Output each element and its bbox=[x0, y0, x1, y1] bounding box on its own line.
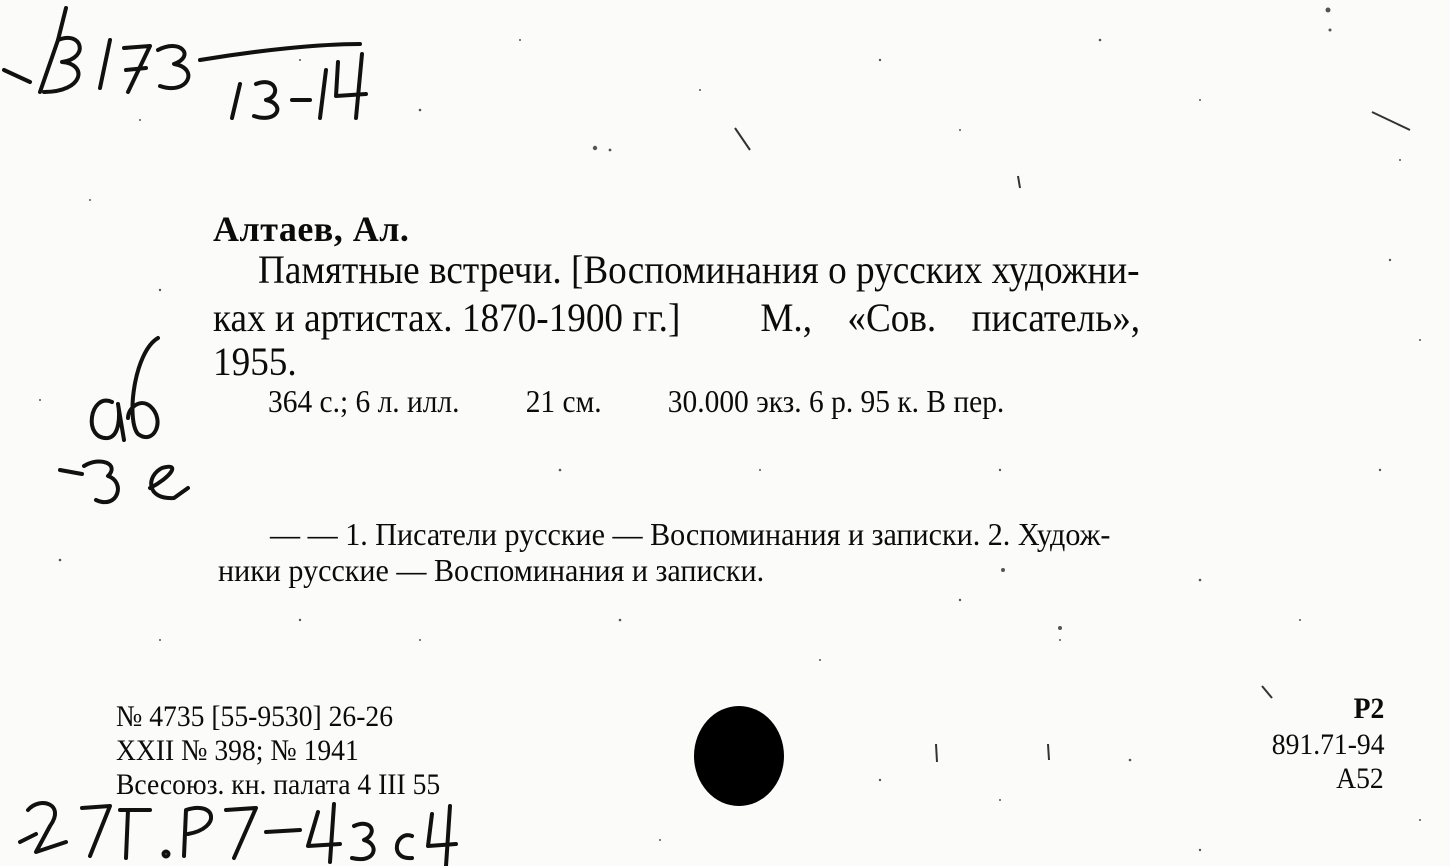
subject-line-2: ники русские — Воспоминания и записки. bbox=[218, 552, 765, 588]
registry-line-2: XXII № 398; № 1941 bbox=[116, 734, 359, 767]
registry-line-1: № 4735 [55-9530] 26-26 bbox=[116, 700, 394, 733]
punch-hole bbox=[694, 706, 784, 806]
title-line-2 bbox=[213, 296, 1140, 340]
registry-line-3: Всесоюз. кн. палата 4 III 55 bbox=[116, 768, 441, 801]
classification-code-2: 891.71-94 bbox=[1271, 728, 1384, 761]
author-heading: Алтаев, Ал. bbox=[213, 209, 410, 249]
collation-print-run: 30.000 экз. 6 р. 95 к. В пер. bbox=[667, 383, 1005, 419]
classification-code-1: Р2 bbox=[1353, 692, 1384, 725]
title-line-2-text: ках и артистах. 1870-1900 гг.] bbox=[213, 295, 681, 340]
title-line-1: Памятные встречи. [Воспоминания о русских художни- bbox=[258, 247, 1140, 292]
title-line-3: 1955. bbox=[213, 339, 297, 384]
collation-size: 21 см. bbox=[525, 383, 602, 419]
imprint: М., «Сов. писатель», bbox=[760, 295, 1141, 340]
collation-pages: 364 с.; 6 л. илл. bbox=[268, 383, 460, 419]
collation bbox=[268, 383, 1004, 420]
classification-code-3: А52 bbox=[1336, 762, 1384, 795]
subject-line-1: — — 1. Писатели русские — Воспоминания и записки. 2. Худож- bbox=[270, 516, 1111, 552]
